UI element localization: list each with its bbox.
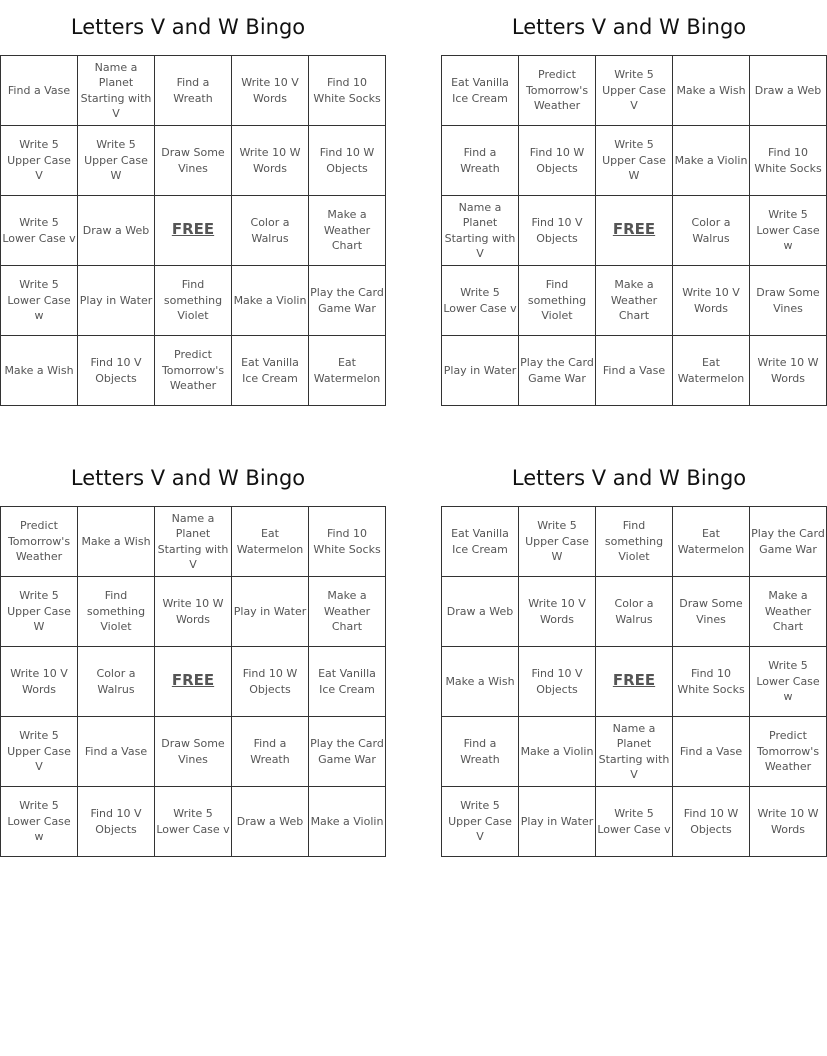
bingo-cell: Find a Wreath (442, 126, 519, 196)
bingo-cell: Write 10 V Words (673, 266, 750, 336)
bingo-cell: Predict Tomorrow's Weather (750, 717, 827, 787)
free-space-label: FREE (612, 220, 656, 239)
bingo-cell: Name a Planet Starting with V (442, 196, 519, 266)
bingo-cell: Find a Wreath (442, 717, 519, 787)
bingo-cell: Eat Watermelon (673, 507, 750, 577)
bingo-row (442, 507, 827, 577)
bingo-cell: Make a Violin (673, 126, 750, 196)
bingo-cell: Write 5 Upper Case V (1, 126, 78, 196)
bingo-cell: Write 10 V Words (232, 56, 309, 126)
bingo-cell: Draw Some Vines (155, 126, 232, 196)
bingo-cell: Find 10 V Objects (519, 647, 596, 717)
bingo-row (1, 577, 386, 647)
bingo-cell: Eat Watermelon (232, 507, 309, 577)
bingo-cell: Draw a Web (232, 787, 309, 857)
card-title: Letters V and W Bingo (511, 466, 747, 490)
bingo-row (1, 266, 386, 336)
bingo-cell: Write 5 Upper Case V (596, 56, 673, 126)
bingo-cell: Write 5 Lower Case v (596, 787, 673, 857)
bingo-cell: Find something Violet (519, 266, 596, 336)
bingo-cell: Write 10 W Words (750, 336, 827, 406)
bingo-cell: Play the Card Game War (519, 336, 596, 406)
bingo-grid (0, 55, 386, 406)
bingo-cell: Play the Card Game War (309, 717, 386, 787)
bingo-cell: Find something Violet (78, 577, 155, 647)
bingo-row (1, 647, 386, 717)
bingo-cell: Make a Wish (1, 336, 78, 406)
bingo-cell: Write 5 Upper Case W (596, 126, 673, 196)
bingo-cell: Find a Vase (78, 717, 155, 787)
card-title: Letters V and W Bingo (70, 15, 306, 39)
bingo-card-3 (0, 451, 384, 857)
bingo-cell: Write 5 Lower Case w (1, 787, 78, 857)
bingo-cell: Name a Planet Starting with V (596, 717, 673, 787)
bingo-cell: Write 5 Upper Case V (442, 787, 519, 857)
bingo-cell: Play in Water (442, 336, 519, 406)
bingo-grid (0, 506, 386, 857)
bingo-card-4 (441, 451, 825, 857)
free-space-cell (596, 647, 673, 717)
free-space-label: FREE (612, 671, 656, 690)
bingo-cell: Make a Violin (309, 787, 386, 857)
bingo-cell: Color a Walrus (78, 647, 155, 717)
bingo-cell: Write 5 Upper Case W (1, 577, 78, 647)
bingo-row (442, 266, 827, 336)
free-space-label: FREE (171, 220, 215, 239)
bingo-row (1, 787, 386, 857)
bingo-cell: Write 5 Lower Case v (442, 266, 519, 336)
bingo-cell: Name a Planet Starting with V (78, 56, 155, 126)
bingo-cell: Color a Walrus (596, 577, 673, 647)
bingo-card-1 (0, 0, 384, 406)
bingo-cell: Draw a Web (750, 56, 827, 126)
bingo-cell: Make a Violin (232, 266, 309, 336)
bingo-cell: Play the Card Game War (750, 507, 827, 577)
bingo-cell: Find something Violet (155, 266, 232, 336)
bingo-card-2 (441, 0, 822, 406)
bingo-cell: Write 5 Upper Case W (78, 126, 155, 196)
bingo-cell: Color a Walrus (232, 196, 309, 266)
bingo-cell: Eat Vanilla Ice Cream (442, 56, 519, 126)
bingo-cell: Draw a Web (78, 196, 155, 266)
card-title: Letters V and W Bingo (70, 466, 306, 490)
bingo-cell: Find 10 W Objects (232, 647, 309, 717)
bingo-cell: Name a Planet Starting with V (155, 507, 232, 577)
bingo-row (1, 717, 386, 787)
bingo-cell: Play in Water (78, 266, 155, 336)
bingo-cell: Write 10 V Words (519, 577, 596, 647)
bingo-row (442, 577, 827, 647)
free-space-cell (155, 647, 232, 717)
bingo-grid (441, 55, 827, 406)
bingo-cell: Write 5 Lower Case w (750, 196, 827, 266)
bingo-cell: Eat Watermelon (309, 336, 386, 406)
bingo-cell: Find a Wreath (155, 56, 232, 126)
bingo-row (442, 336, 827, 406)
bingo-cell: Make a Wish (673, 56, 750, 126)
bingo-cell: Color a Walrus (673, 196, 750, 266)
bingo-row (1, 56, 386, 126)
bingo-cell: Write 5 Lower Case v (1, 196, 78, 266)
bingo-cell: Write 5 Upper Case W (519, 507, 596, 577)
bingo-cell: Make a Weather Chart (309, 196, 386, 266)
free-space-label: FREE (171, 671, 215, 690)
bingo-cell: Draw Some Vines (673, 577, 750, 647)
bingo-cell: Draw a Web (442, 577, 519, 647)
bingo-cell: Find 10 White Socks (673, 647, 750, 717)
bingo-cell: Make a Wish (78, 507, 155, 577)
bingo-cell: Find a Vase (673, 717, 750, 787)
bingo-cell: Write 10 V Words (1, 647, 78, 717)
bingo-row (1, 196, 386, 266)
bingo-row (442, 196, 827, 266)
bingo-cell: Find 10 V Objects (78, 336, 155, 406)
bingo-cell: Find a Wreath (232, 717, 309, 787)
free-space-cell (155, 196, 232, 266)
bingo-cell: Find 10 White Socks (750, 126, 827, 196)
bingo-cell: Find something Violet (596, 507, 673, 577)
bingo-cell: Find a Vase (1, 56, 78, 126)
bingo-row (1, 126, 386, 196)
bingo-cell: Predict Tomorrow's Weather (519, 56, 596, 126)
bingo-cell: Make a Weather Chart (309, 577, 386, 647)
bingo-cell: Draw Some Vines (155, 717, 232, 787)
bingo-cell: Write 5 Upper Case V (1, 717, 78, 787)
bingo-row (1, 507, 386, 577)
bingo-cell: Predict Tomorrow's Weather (1, 507, 78, 577)
bingo-cell: Play in Water (232, 577, 309, 647)
card-title: Letters V and W Bingo (511, 15, 747, 39)
bingo-cell: Eat Vanilla Ice Cream (232, 336, 309, 406)
bingo-row (1, 336, 386, 406)
bingo-row (442, 126, 827, 196)
bingo-cell: Find 10 W Objects (519, 126, 596, 196)
bingo-cell: Eat Vanilla Ice Cream (442, 507, 519, 577)
bingo-cell: Eat Vanilla Ice Cream (309, 647, 386, 717)
bingo-cell: Write 10 W Words (155, 577, 232, 647)
bingo-row (442, 787, 827, 857)
free-space-cell (596, 196, 673, 266)
bingo-row (442, 717, 827, 787)
bingo-cell: Write 10 W Words (232, 126, 309, 196)
bingo-cell: Find 10 V Objects (78, 787, 155, 857)
bingo-cell: Find 10 White Socks (309, 507, 386, 577)
bingo-row (442, 56, 827, 126)
bingo-row (442, 647, 827, 717)
bingo-cell: Write 5 Lower Case v (155, 787, 232, 857)
bingo-cell: Make a Violin (519, 717, 596, 787)
bingo-cell: Find 10 W Objects (309, 126, 386, 196)
bingo-grid (441, 506, 827, 857)
bingo-cell: Find 10 White Socks (309, 56, 386, 126)
bingo-cell: Write 10 W Words (750, 787, 827, 857)
bingo-cell: Find 10 W Objects (673, 787, 750, 857)
bingo-cell: Draw Some Vines (750, 266, 827, 336)
bingo-cell: Play in Water (519, 787, 596, 857)
bingo-cell: Write 5 Lower Case w (750, 647, 827, 717)
bingo-cell: Make a Weather Chart (750, 577, 827, 647)
bingo-cell: Make a Weather Chart (596, 266, 673, 336)
bingo-cell: Find a Vase (596, 336, 673, 406)
bingo-cell: Play the Card Game War (309, 266, 386, 336)
bingo-cell: Write 5 Lower Case w (1, 266, 78, 336)
bingo-cell: Eat Watermelon (673, 336, 750, 406)
bingo-cell: Find 10 V Objects (519, 196, 596, 266)
bingo-cell: Make a Wish (442, 647, 519, 717)
bingo-cell: Predict Tomorrow's Weather (155, 336, 232, 406)
